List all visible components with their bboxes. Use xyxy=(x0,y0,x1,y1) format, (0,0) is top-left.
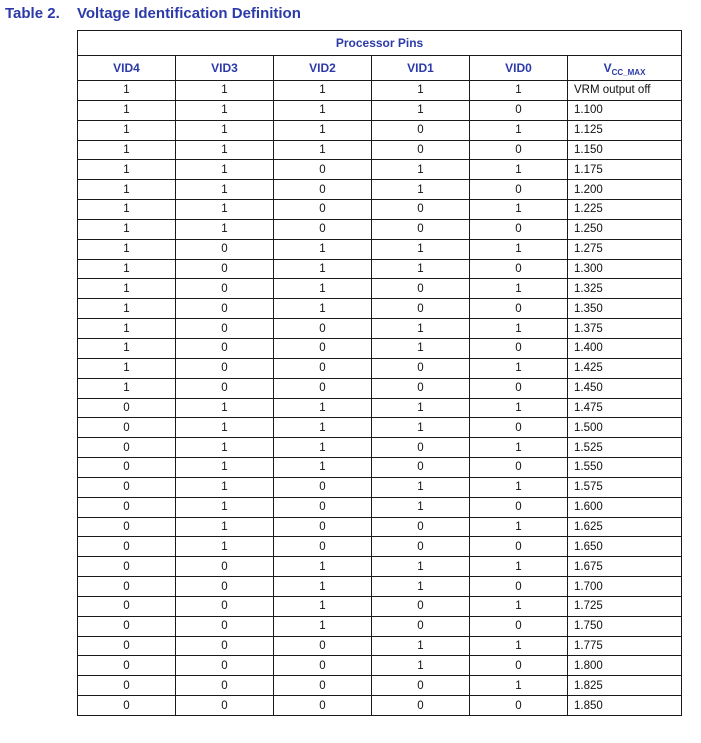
vid-cell: 0 xyxy=(78,616,176,636)
vid-cell: 1 xyxy=(78,279,176,299)
table-row xyxy=(78,596,682,616)
table-row xyxy=(78,636,682,656)
vid-cell: 0 xyxy=(372,438,470,458)
table-row xyxy=(78,100,682,120)
vcc-symbol: V xyxy=(603,61,612,75)
vid-cell: 1 xyxy=(274,239,372,259)
vid-table xyxy=(77,30,682,716)
vid-cell: 1 xyxy=(274,438,372,458)
vid-cell: 1 xyxy=(176,517,274,537)
vid-cell: 1 xyxy=(372,100,470,120)
vid-cell: 1 xyxy=(372,259,470,279)
table-row xyxy=(78,299,682,319)
vid-cell: 0 xyxy=(78,656,176,676)
vid-cell: 0 xyxy=(372,537,470,557)
vid-cell: 1 xyxy=(176,398,274,418)
vid-cell: 1 xyxy=(176,100,274,120)
table-row xyxy=(78,120,682,140)
table-body xyxy=(78,81,682,716)
vid-cell: 0 xyxy=(176,299,274,319)
vcc-max-cell: 1.525 xyxy=(568,438,682,458)
vcc-max-cell: VRM output off xyxy=(568,81,682,101)
vid-cell: 1 xyxy=(78,160,176,180)
table-row xyxy=(78,81,682,101)
vid-cell: 0 xyxy=(372,517,470,537)
vid-cell: 1 xyxy=(176,140,274,160)
vid-cell: 1 xyxy=(78,259,176,279)
column-header: VID4 xyxy=(78,56,176,81)
table-row xyxy=(78,477,682,497)
vid-cell: 1 xyxy=(470,398,568,418)
vcc-max-cell: 1.350 xyxy=(568,299,682,319)
vcc-max-cell: 1.125 xyxy=(568,120,682,140)
vid-cell: 0 xyxy=(78,696,176,716)
column-header: VID1 xyxy=(372,56,470,81)
vid-cell: 0 xyxy=(176,636,274,656)
vid-cell: 0 xyxy=(78,458,176,478)
vid-cell: 1 xyxy=(372,160,470,180)
vid-cell: 0 xyxy=(470,656,568,676)
vid-cell: 1 xyxy=(176,180,274,200)
vid-cell: 1 xyxy=(372,319,470,339)
table-row xyxy=(78,358,682,378)
table-row xyxy=(78,676,682,696)
vid-cell: 1 xyxy=(176,219,274,239)
vid-cell: 1 xyxy=(470,596,568,616)
vid-cell: 1 xyxy=(78,219,176,239)
vid-cell: 0 xyxy=(176,676,274,696)
vid-cell: 1 xyxy=(176,438,274,458)
vid-cell: 0 xyxy=(372,140,470,160)
vid-cell: 1 xyxy=(372,656,470,676)
vid-cell: 1 xyxy=(372,398,470,418)
vid-cell: 1 xyxy=(372,338,470,358)
vid-cell: 0 xyxy=(78,418,176,438)
vcc-max-cell: 1.575 xyxy=(568,477,682,497)
vid-cell: 0 xyxy=(274,338,372,358)
vid-cell: 0 xyxy=(470,497,568,517)
vid-cell: 0 xyxy=(176,378,274,398)
vid-cell: 1 xyxy=(470,319,568,339)
vid-cell: 1 xyxy=(470,477,568,497)
vid-cell: 0 xyxy=(274,180,372,200)
vid-cell: 1 xyxy=(372,477,470,497)
vid-cell: 0 xyxy=(78,477,176,497)
vid-cell: 1 xyxy=(78,299,176,319)
table-row xyxy=(78,259,682,279)
vcc-max-cell: 1.650 xyxy=(568,537,682,557)
vid-cell: 0 xyxy=(274,200,372,220)
vcc-max-cell: 1.325 xyxy=(568,279,682,299)
vid-cell: 0 xyxy=(372,458,470,478)
vid-cell: 1 xyxy=(274,120,372,140)
vcc-max-cell: 1.625 xyxy=(568,517,682,537)
column-header: VID0 xyxy=(470,56,568,81)
vid-cell: 1 xyxy=(274,100,372,120)
vid-cell: 0 xyxy=(470,338,568,358)
vid-cell: 1 xyxy=(372,557,470,577)
vcc-max-header xyxy=(568,56,682,81)
vcc-max-cell: 1.225 xyxy=(568,200,682,220)
vid-cell: 1 xyxy=(274,557,372,577)
vid-cell: 0 xyxy=(274,696,372,716)
vid-cell: 1 xyxy=(274,279,372,299)
vid-cell: 0 xyxy=(372,358,470,378)
vid-cell: 1 xyxy=(274,398,372,418)
vid-cell: 0 xyxy=(372,696,470,716)
vid-cell: 1 xyxy=(470,358,568,378)
table-row xyxy=(78,616,682,636)
vid-cell: 0 xyxy=(372,120,470,140)
group-header: Processor Pins xyxy=(78,31,682,56)
vid-cell: 0 xyxy=(176,279,274,299)
vid-cell: 0 xyxy=(78,537,176,557)
vid-cell: 1 xyxy=(176,537,274,557)
vcc-max-cell: 1.850 xyxy=(568,696,682,716)
vid-cell: 1 xyxy=(78,100,176,120)
table-row xyxy=(78,140,682,160)
vcc-max-cell: 1.100 xyxy=(568,100,682,120)
vcc-max-cell: 1.750 xyxy=(568,616,682,636)
vcc-max-cell: 1.275 xyxy=(568,239,682,259)
vid-cell: 1 xyxy=(470,279,568,299)
vid-cell: 0 xyxy=(470,219,568,239)
vid-cell: 1 xyxy=(78,120,176,140)
vid-cell: 1 xyxy=(274,418,372,438)
vid-cell: 0 xyxy=(372,299,470,319)
table-row xyxy=(78,338,682,358)
vid-cell: 0 xyxy=(470,458,568,478)
vid-cell: 1 xyxy=(372,577,470,597)
vid-cell: 1 xyxy=(78,200,176,220)
table-row xyxy=(78,577,682,597)
vid-cell: 1 xyxy=(372,239,470,259)
vid-cell: 0 xyxy=(176,358,274,378)
vid-cell: 0 xyxy=(372,200,470,220)
vid-cell: 0 xyxy=(176,557,274,577)
vcc-max-cell: 1.725 xyxy=(568,596,682,616)
table-row xyxy=(78,398,682,418)
vid-cell: 0 xyxy=(274,319,372,339)
column-header: VID3 xyxy=(176,56,274,81)
vid-cell: 1 xyxy=(470,120,568,140)
vid-cell: 0 xyxy=(274,497,372,517)
vid-cell: 1 xyxy=(274,259,372,279)
vid-cell: 1 xyxy=(176,418,274,438)
vid-cell: 0 xyxy=(470,140,568,160)
vid-cell: 1 xyxy=(176,458,274,478)
vid-cell: 1 xyxy=(78,319,176,339)
vid-cell: 0 xyxy=(78,557,176,577)
vid-cell: 0 xyxy=(78,577,176,597)
table-caption xyxy=(5,5,301,22)
vid-cell: 1 xyxy=(372,81,470,101)
vid-cell: 0 xyxy=(78,497,176,517)
vid-cell: 1 xyxy=(372,636,470,656)
vid-cell: 1 xyxy=(274,140,372,160)
vcc-max-cell: 1.475 xyxy=(568,398,682,418)
vid-cell: 1 xyxy=(470,517,568,537)
vid-cell: 0 xyxy=(176,577,274,597)
vid-cell: 1 xyxy=(470,160,568,180)
vid-cell: 0 xyxy=(176,656,274,676)
vid-cell: 0 xyxy=(470,418,568,438)
vcc-max-cell: 1.250 xyxy=(568,219,682,239)
vid-cell: 0 xyxy=(372,596,470,616)
table-row xyxy=(78,219,682,239)
vcc-max-cell: 1.400 xyxy=(568,338,682,358)
vid-cell: 1 xyxy=(78,81,176,101)
vid-cell: 1 xyxy=(470,239,568,259)
vid-cell: 0 xyxy=(274,358,372,378)
vid-cell: 0 xyxy=(274,656,372,676)
table-row xyxy=(78,180,682,200)
vid-cell: 1 xyxy=(372,180,470,200)
vid-cell: 1 xyxy=(274,458,372,478)
table-row xyxy=(78,458,682,478)
vid-cell: 0 xyxy=(176,696,274,716)
vid-cell: 0 xyxy=(176,239,274,259)
vcc-max-cell: 1.450 xyxy=(568,378,682,398)
vid-cell: 0 xyxy=(176,596,274,616)
vcc-max-cell: 1.175 xyxy=(568,160,682,180)
vid-cell: 0 xyxy=(274,636,372,656)
vid-cell: 1 xyxy=(78,338,176,358)
vid-cell: 1 xyxy=(176,497,274,517)
vcc-max-cell: 1.200 xyxy=(568,180,682,200)
vid-cell: 0 xyxy=(470,378,568,398)
vid-cell: 0 xyxy=(470,299,568,319)
vid-cell: 1 xyxy=(274,577,372,597)
vid-cell: 1 xyxy=(470,636,568,656)
vcc-max-cell: 1.550 xyxy=(568,458,682,478)
vcc-subscript: CC_MAX xyxy=(611,68,646,77)
table-row xyxy=(78,497,682,517)
vcc-max-cell: 1.150 xyxy=(568,140,682,160)
vid-cell: 1 xyxy=(470,557,568,577)
vid-cell: 0 xyxy=(274,219,372,239)
vid-cell: 1 xyxy=(372,497,470,517)
vid-cell: 0 xyxy=(78,596,176,616)
vcc-max-cell: 1.500 xyxy=(568,418,682,438)
table-row xyxy=(78,239,682,259)
table-row xyxy=(78,200,682,220)
table-row xyxy=(78,537,682,557)
vcc-max-cell: 1.825 xyxy=(568,676,682,696)
vid-cell: 0 xyxy=(470,537,568,557)
table-title: Voltage Identification Definition xyxy=(77,5,301,22)
vid-cell: 0 xyxy=(78,517,176,537)
vid-cell: 0 xyxy=(274,517,372,537)
vid-cell: 1 xyxy=(176,200,274,220)
vid-cell: 0 xyxy=(78,398,176,418)
vid-cell: 0 xyxy=(176,338,274,358)
vid-cell: 0 xyxy=(470,696,568,716)
vid-cell: 1 xyxy=(78,239,176,259)
vid-cell: 1 xyxy=(372,418,470,438)
vid-cell: 1 xyxy=(470,438,568,458)
vcc-max-cell: 1.800 xyxy=(568,656,682,676)
vcc-max-cell: 1.600 xyxy=(568,497,682,517)
vcc-max-cell: 1.300 xyxy=(568,259,682,279)
vid-cell: 1 xyxy=(274,299,372,319)
table-number: Table 2. xyxy=(5,5,60,22)
table-row xyxy=(78,160,682,180)
vid-cell: 1 xyxy=(78,180,176,200)
table-row xyxy=(78,656,682,676)
table-row xyxy=(78,418,682,438)
table-row xyxy=(78,517,682,537)
vid-cell: 0 xyxy=(470,259,568,279)
vid-cell: 1 xyxy=(78,378,176,398)
column-header-row xyxy=(78,56,682,81)
vid-cell: 1 xyxy=(274,616,372,636)
vid-cell: 1 xyxy=(78,358,176,378)
vid-cell: 1 xyxy=(176,81,274,101)
vid-cell: 0 xyxy=(274,378,372,398)
vid-cell: 0 xyxy=(470,180,568,200)
vid-cell: 1 xyxy=(274,596,372,616)
vid-cell: 0 xyxy=(372,616,470,636)
vid-cell: 0 xyxy=(274,477,372,497)
vid-cell: 1 xyxy=(274,81,372,101)
table-row xyxy=(78,557,682,577)
vcc-max-cell: 1.675 xyxy=(568,557,682,577)
vid-cell: 0 xyxy=(470,616,568,636)
vid-cell: 0 xyxy=(372,279,470,299)
vcc-max-cell: 1.375 xyxy=(568,319,682,339)
vid-cell: 0 xyxy=(274,160,372,180)
vid-cell: 0 xyxy=(470,100,568,120)
vid-cell: 0 xyxy=(78,438,176,458)
vcc-max-cell: 1.700 xyxy=(568,577,682,597)
vid-cell: 1 xyxy=(176,120,274,140)
table-row xyxy=(78,438,682,458)
vcc-max-cell: 1.425 xyxy=(568,358,682,378)
vid-cell: 1 xyxy=(176,160,274,180)
column-header: VID2 xyxy=(274,56,372,81)
vid-cell: 1 xyxy=(470,81,568,101)
vid-cell: 1 xyxy=(176,477,274,497)
vid-cell: 0 xyxy=(176,259,274,279)
table-row xyxy=(78,696,682,716)
group-header-row xyxy=(78,31,682,56)
table-row xyxy=(78,378,682,398)
vid-cell: 0 xyxy=(372,676,470,696)
vid-cell: 0 xyxy=(78,636,176,656)
vid-cell: 0 xyxy=(176,319,274,339)
vid-cell: 1 xyxy=(78,140,176,160)
vid-cell: 0 xyxy=(274,537,372,557)
vid-cell: 0 xyxy=(470,577,568,597)
table-row xyxy=(78,319,682,339)
table-row xyxy=(78,279,682,299)
vcc-max-cell: 1.775 xyxy=(568,636,682,656)
vid-cell: 0 xyxy=(372,219,470,239)
vid-cell: 1 xyxy=(470,676,568,696)
vid-cell: 0 xyxy=(274,676,372,696)
vid-cell: 0 xyxy=(372,378,470,398)
vid-cell: 0 xyxy=(78,676,176,696)
vid-cell: 0 xyxy=(176,616,274,636)
vid-cell: 1 xyxy=(470,200,568,220)
